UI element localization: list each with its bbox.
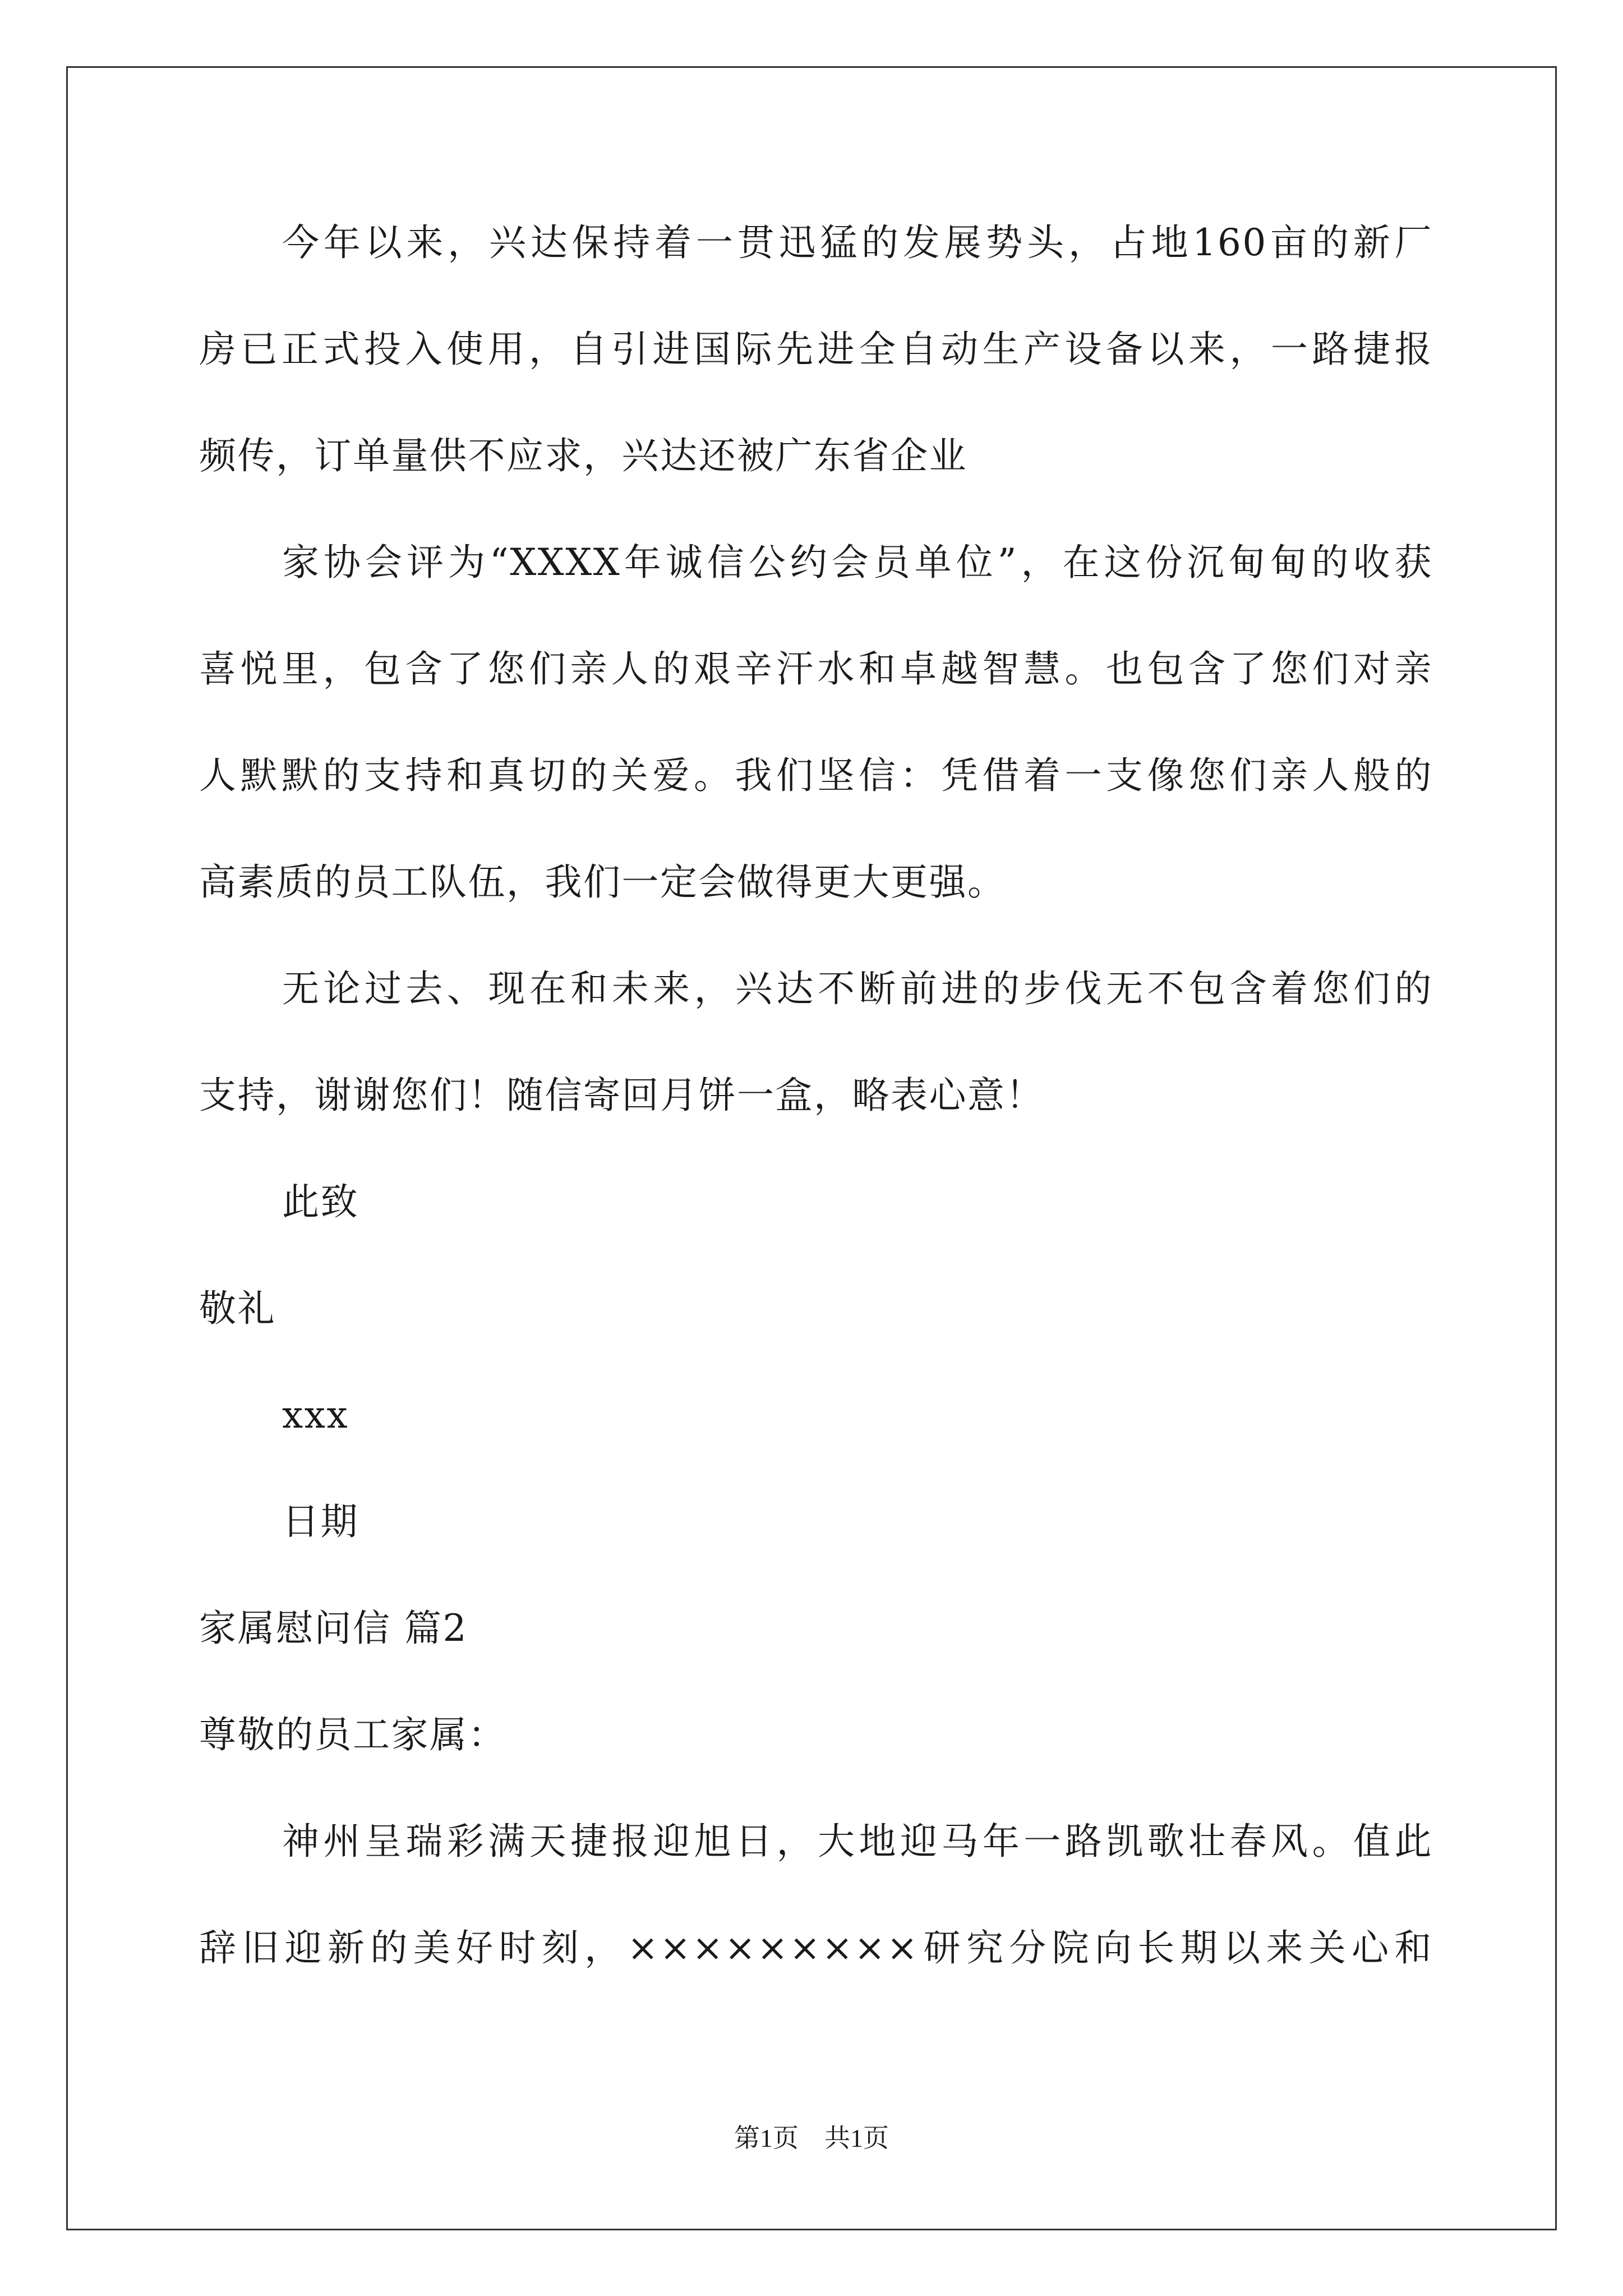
paragraph-3-line-1: 无论过去、现在和未来，兴达不断前进的步伐无不包含着您们的: [282, 967, 1433, 1010]
page-border: [66, 66, 1557, 2230]
paragraph-4-line-1: 神州呈瑞彩满天捷报迎旭日，大地迎马年一路凯歌壮春风。值此: [282, 1820, 1433, 1863]
paragraph-2-line-4: 高素质的员工队伍，我们一定会做得更大更强。: [199, 861, 1006, 904]
closing-salutation: 此致: [282, 1180, 359, 1223]
paragraph-1-line-2: 房已正式投入使用，自引进国际先进全自动生产设备以来，一路捷报: [199, 328, 1433, 371]
paragraph-2-line-1: 家协会评为“XXXX年诚信公约会员单位”，在这份沉甸甸的收获: [282, 541, 1433, 584]
section-heading: 家属慰问信 篇2: [199, 1607, 468, 1650]
greeting: 尊敬的员工家属：: [199, 1713, 506, 1756]
date-label: 日期: [282, 1500, 359, 1543]
paragraph-1-line-1: 今年以来，兴达保持着一贯迅猛的发展势头，占地160亩的新厂: [282, 221, 1433, 264]
paragraph-3-line-2: 支持，谢谢您们！随信寄回月饼一盒，略表心意！: [199, 1074, 1044, 1117]
signature: xxx: [282, 1393, 349, 1437]
paragraph-4-line-2: 辞旧迎新的美好时刻，×××××××××研究分院向长期以来关心和: [199, 1926, 1433, 1970]
page-number-footer: 第1页 共1页: [734, 2124, 889, 2152]
paragraph-2-line-2: 喜悦里，包含了您们亲人的艰辛汗水和卓越智慧。也包含了您们对亲: [199, 647, 1433, 691]
paragraph-1-line-3: 频传，订单量供不应求，兴达还被广东省企业: [199, 434, 967, 477]
paragraph-2-line-3: 人默默的支持和真切的关爱。我们坚信：凭借着一支像您们亲人般的: [199, 754, 1433, 797]
closing-regards: 敬礼: [199, 1287, 276, 1330]
